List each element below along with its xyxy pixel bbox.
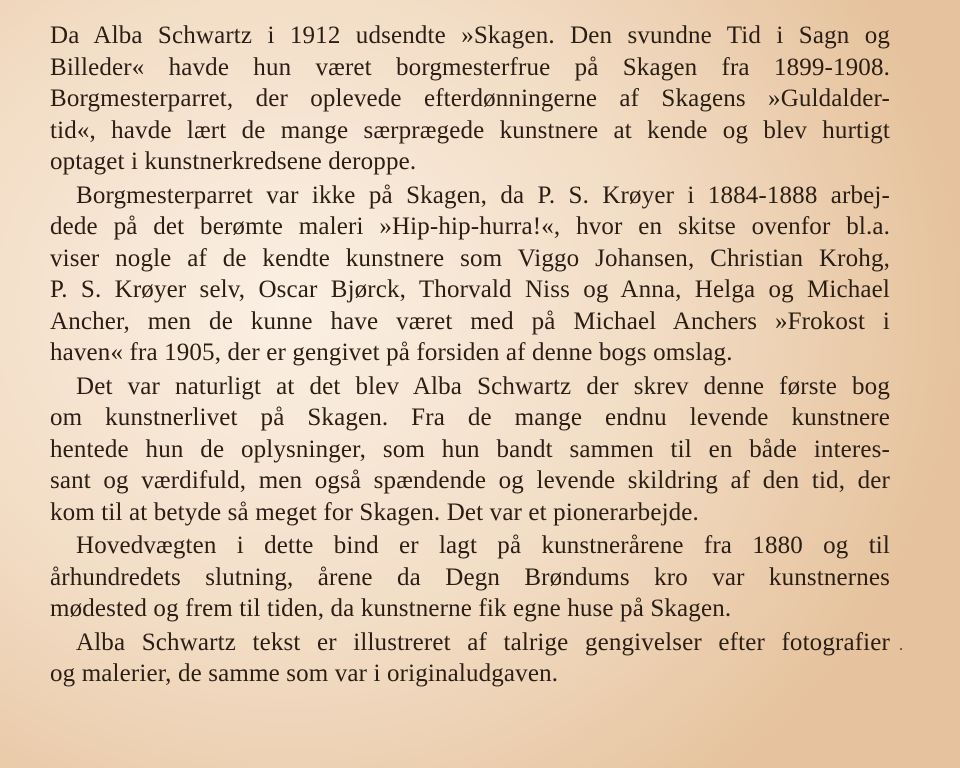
text-line: kom til at betyde så meget for Skagen. Det var et pionerarbejde. (50, 498, 699, 526)
text-line: Billeder« havde hun været borgmesterfrue på Skagen fra 1899-1908. (50, 53, 890, 81)
text-line: sant og værdifuld, men også spændende og levende skildring af den tid, der (50, 467, 890, 494)
text-line: haven« fra 1905, der er gengivet på forsiden af denne bogs omslag. (50, 339, 733, 366)
paragraph-5 (50, 627, 890, 690)
paper-speck (900, 648, 902, 650)
paragraph-1 (50, 20, 890, 178)
text-line: Hovedvægten i dette bind er lagt på kunstnerårene fra 1880 og til (76, 532, 890, 559)
text-line: mødested og frem til tiden, da kunstnerne fik egne huse på Skagen. (50, 595, 732, 622)
text-line: Borgmesterparret, der oplevede efterdønningerne af Skagens »Guldalder- (50, 85, 890, 112)
text-line: Borgmesterparret var ikke på Skagen, da P. S. Krøyer i 1884-1888 arbej- (76, 181, 890, 209)
text-line: optaget i kunstnerkredsene deroppe. (50, 148, 417, 175)
text-line: og malerier, de samme som var i originaludgaven. (50, 660, 559, 687)
text-line: om kunstnerlivet på Skagen. Fra de mange endnu levende kunstnere (50, 404, 890, 431)
text-line: hentede hun de oplysninger, som hun bandt sammen til en både interes- (50, 435, 890, 463)
text-line: Det var naturligt at det blev Alba Schwartz der skrev denne første bog (76, 372, 890, 400)
text-line: viser nogle af de kendte kunstnere som Viggo Johansen, Christian Krohg, (50, 244, 890, 272)
text-line: århundredets slutning, årene da Degn Brøndums kro var kunstnernes (50, 563, 890, 591)
text-line: Da Alba Schwartz i 1912 udsendte »Skagen. Den svundne Tid i Sagn og (50, 22, 890, 49)
text-line: P. S. Krøyer selv, Oscar Bjørck, Thorvald Niss og Anna, Helga og Michael (50, 276, 890, 303)
paragraph-4 (50, 530, 890, 625)
text-line: dede på det berømte maleri »Hip-hip-hurra!«, hvor en skitse ovenfor bl.a. (50, 213, 890, 240)
text-line: Ancher, men de kunne have været med på Michael Anchers »Frokost i (50, 307, 890, 335)
book-page-text (50, 20, 890, 692)
paragraph-2 (50, 180, 890, 369)
text-line: Alba Schwartz tekst er illustreret af talrige gengivelser efter fotografier (76, 628, 890, 656)
paragraph-3 (50, 371, 890, 529)
text-line: tid«, havde lært de mange særprægede kunstnere at kende og blev hurtigt (50, 116, 890, 144)
